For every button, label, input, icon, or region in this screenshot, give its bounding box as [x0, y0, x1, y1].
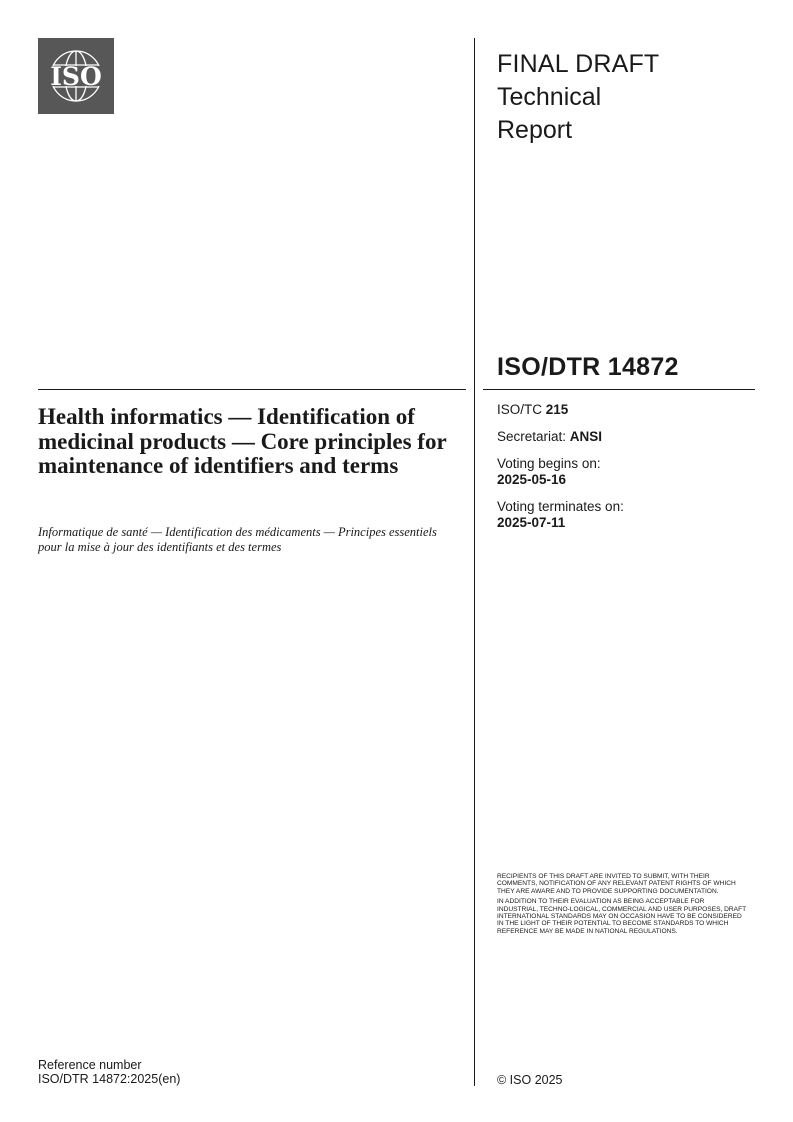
column-divider [474, 38, 475, 1086]
voting-begins [497, 456, 757, 488]
title-rule-right [483, 389, 755, 390]
iso-logo [38, 38, 114, 114]
reference-number-block [38, 1059, 180, 1086]
technical-committee [497, 402, 757, 418]
document-number: ISO/DTR 14872 [497, 353, 679, 381]
copyright: © ISO 2025 [497, 1073, 563, 1087]
voting-begins-date: 2025-05-16 [497, 472, 567, 487]
reference-label: Reference number [38, 1058, 142, 1072]
doc-type-line1: Technical [497, 83, 602, 111]
iso-globe-logo-icon [38, 38, 114, 114]
title-french: Informatique de santé — Identification des médicaments — Principes essentiels pour la mise à jour des identifiants et des termes [38, 525, 437, 554]
document-metadata [497, 402, 757, 542]
title-rule-left [38, 389, 466, 390]
voting-terminates-label: Voting terminates on: [497, 499, 624, 514]
title-english: Health informatics — Identification of medicinal products — Core principles for maintenance of identifiers and terms [38, 404, 447, 478]
voting-begins-label: Voting begins on: [497, 456, 601, 471]
secretariat-label: Secretariat: [497, 429, 567, 444]
notice-paragraph-evaluation: IN ADDITION TO THEIR EVALUATION AS BEING ACCEPTABLE FOR INDUSTRIAL, TECHNO-LOGICAL, COMMERCIAL AND USER PURPOSES, DRAFT INTERNATIONAL STANDARDS MAY ON OCCASION HAVE TO BE CONSIDERED IN THE LIGHT OF THEIR POTENTIAL TO BECOME STANDARDS TO WHICH REFERENCE MAY BE MADE IN NATIONAL REGULATIONS. [497, 898, 747, 935]
document-kind [497, 48, 757, 147]
draft-notice [497, 873, 747, 938]
tc-label: ISO/TC [497, 402, 543, 417]
notice-paragraph-patents: RECIPIENTS OF THIS DRAFT ARE INVITED TO SUBMIT, WITH THEIR COMMENTS, NOTIFICATION OF ANY RELEVANT PATENT RIGHTS OF WHICH THEY ARE AWARE AND TO PROVIDE SUPPORTING DOCUMENTATION. [497, 873, 736, 895]
reference-value: ISO/DTR 14872:2025(en) [38, 1071, 181, 1086]
doc-type-line2: Report [497, 116, 573, 144]
voting-terminates [497, 499, 757, 531]
iso-logo-text: ISO [50, 62, 102, 91]
tc-value: 215 [545, 402, 569, 417]
secretariat-value: ANSI [569, 429, 603, 444]
secretariat [497, 429, 757, 445]
draft-status: FINAL DRAFT [497, 50, 660, 78]
voting-terminates-date: 2025-07-11 [497, 515, 566, 530]
